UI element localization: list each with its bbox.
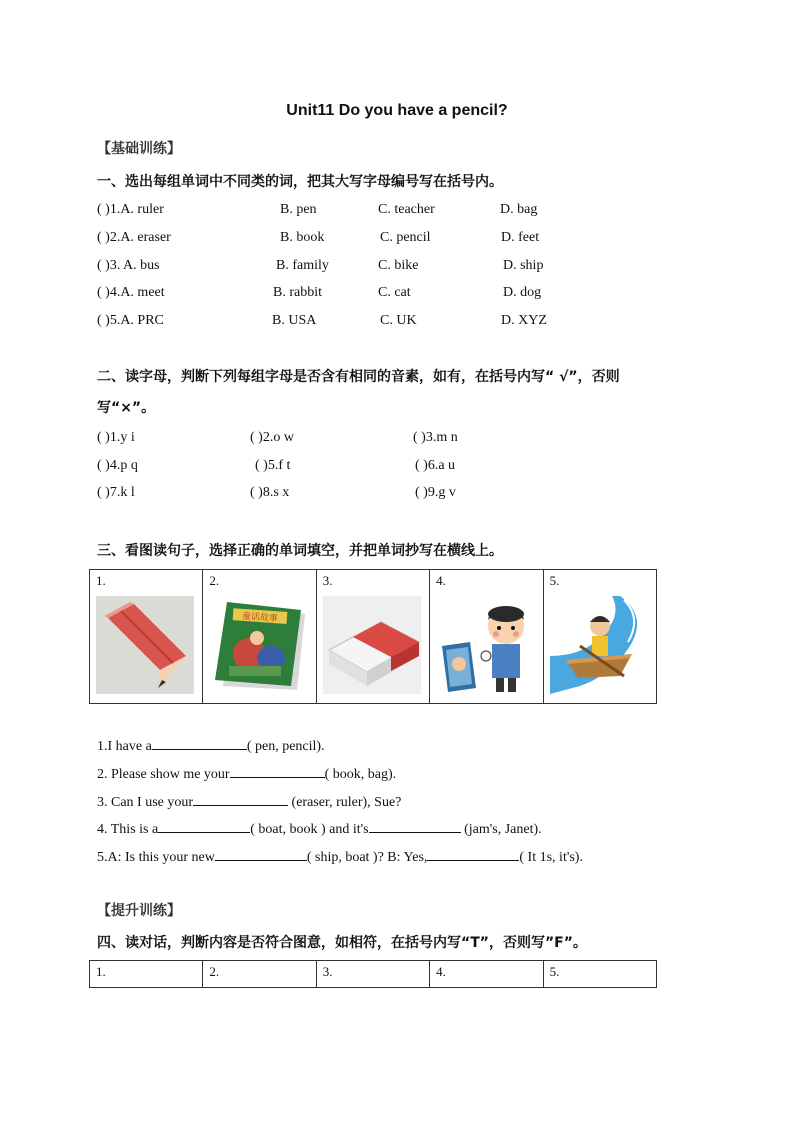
part4-heading: 四、读对话，判断内容是否符合图意，如相符，在括号内写“T”，否则写”F”。 bbox=[97, 935, 587, 951]
eraser-picture bbox=[323, 596, 421, 694]
page-title: Unit11 Do you have a pencil? bbox=[286, 102, 508, 119]
pencil-picture bbox=[96, 596, 194, 694]
answer-blank-5b[interactable] bbox=[427, 846, 519, 861]
part4-cell-2: 2. bbox=[203, 961, 316, 988]
sentence-3-text-a: 3. Can I use your bbox=[97, 795, 194, 810]
boy-in-boat-picture bbox=[550, 596, 648, 694]
picture-cell-number: 2. bbox=[209, 573, 220, 588]
part1-row-3-q: ( )3. A. bus bbox=[97, 258, 160, 273]
part1-row-5-q: ( )5.A. PRC bbox=[97, 313, 164, 328]
picture-cell-number: 4. bbox=[436, 573, 446, 588]
picture-cell-2 bbox=[203, 570, 316, 704]
sentence-1 bbox=[97, 735, 325, 755]
sentence-2 bbox=[97, 763, 396, 783]
part2-item-9: ( )9.g v bbox=[415, 485, 456, 500]
part1-row-3-c: C. bike bbox=[378, 258, 419, 273]
sentence-5 bbox=[97, 846, 583, 866]
picture-cell-number: 5. bbox=[549, 573, 560, 588]
sentence-2-text-b: ( book, bag). bbox=[324, 767, 397, 782]
part2-item-2: ( )2.o w bbox=[250, 430, 294, 445]
answer-blank-1[interactable] bbox=[152, 735, 247, 750]
part1-row-1-q: ( )1.A. ruler bbox=[97, 202, 164, 217]
part1-row-4-q: ( )4.A. meet bbox=[97, 285, 165, 300]
part1-row-5-c: C. UK bbox=[380, 313, 417, 328]
section-tag-advanced: 【提升训练】 bbox=[97, 903, 181, 919]
part2-item-6: ( )6.a u bbox=[415, 458, 456, 473]
part4-cell-1: 1. bbox=[90, 961, 203, 988]
sentence-3-text-b: (eraser, ruler), Sue? bbox=[288, 795, 402, 810]
picture-cell-1 bbox=[90, 570, 203, 704]
sentence-4-text-a: 4. This is a bbox=[97, 822, 159, 837]
part1-row-3-b: B. family bbox=[276, 258, 329, 273]
part1-row-4-b: B. rabbit bbox=[273, 285, 322, 300]
answer-blank-2[interactable] bbox=[230, 763, 325, 778]
part2-heading-line2: 写“×”。 bbox=[97, 400, 156, 416]
sentence-2-text-a: 2. Please show me your bbox=[97, 767, 230, 782]
picture-cell-4 bbox=[430, 570, 543, 704]
picture-table bbox=[89, 569, 657, 704]
sentence-1-text-a: 1.I have a bbox=[97, 739, 152, 754]
part4-cell-5: 5. bbox=[543, 961, 656, 988]
part1-row-2-b: B. book bbox=[280, 230, 325, 245]
part4-table bbox=[89, 960, 657, 988]
part2-item-1: ( )1.y i bbox=[97, 430, 135, 445]
picture-cell-3 bbox=[316, 570, 429, 704]
part2-heading-line1: 二、读字母，判断下列每组字母是否含有相同的音素，如有，在括号内写“ √”，否则 bbox=[97, 369, 620, 385]
sentence-4-text-c: (jam's, Janet). bbox=[460, 822, 542, 837]
part2-item-8: ( )8.s x bbox=[250, 485, 290, 500]
picture-cell-5 bbox=[543, 570, 656, 704]
part2-item-3: ( )3.m n bbox=[413, 430, 458, 445]
answer-blank-5a[interactable] bbox=[215, 846, 307, 861]
part1-row-3-d: D. ship bbox=[503, 258, 544, 273]
part1-row-4-c: C. cat bbox=[378, 285, 411, 300]
part4-cell-4: 4. bbox=[430, 961, 543, 988]
answer-blank-4b[interactable] bbox=[369, 818, 461, 833]
section-tag-basic: 【基础训练】 bbox=[97, 141, 181, 157]
sentence-5-text-a: 5.A: Is this your new bbox=[97, 850, 215, 865]
sentence-1-text-b: ( pen, pencil). bbox=[246, 739, 325, 754]
answer-blank-3[interactable] bbox=[193, 791, 288, 806]
sentence-5-text-b: ( ship, boat )? B: Yes, bbox=[306, 850, 428, 865]
part1-row-4-d: D. dog bbox=[503, 285, 542, 300]
sentence-3 bbox=[97, 791, 401, 811]
book-cover-title: 童话故事 bbox=[241, 611, 279, 625]
part4-cell-3: 3. bbox=[316, 961, 429, 988]
part1-row-2-q: ( )2.A. eraser bbox=[97, 230, 171, 245]
part1-row-5-d: D. XYZ bbox=[501, 313, 547, 328]
part1-row-2-c: C. pencil bbox=[380, 230, 431, 245]
part1-row-2-d: D. feet bbox=[501, 230, 540, 245]
sentence-4-text-b: ( boat, book ) and it's bbox=[250, 822, 369, 837]
part2-item-4: ( )4.p q bbox=[97, 458, 138, 473]
picture-cell-number: 1. bbox=[96, 573, 106, 588]
part1-row-1-c: C. teacher bbox=[378, 202, 435, 217]
sentence-4 bbox=[97, 818, 542, 838]
boy-with-book-picture bbox=[436, 596, 534, 694]
storybook-picture bbox=[209, 596, 307, 694]
answer-blank-4a[interactable] bbox=[158, 818, 250, 833]
part3-heading: 三、看图读句子，选择正确的单词填空，并把单词抄写在横线上。 bbox=[97, 543, 503, 559]
part2-item-7: ( )7.k l bbox=[97, 485, 135, 500]
part1-heading: 一、选出每组单词中不同类的词，把其大写字母编号写在括号内。 bbox=[97, 174, 503, 190]
part1-row-5-b: B. USA bbox=[272, 313, 317, 328]
part2-item-5: ( )5.f t bbox=[255, 458, 291, 473]
part1-row-1-d: D. bag bbox=[500, 202, 538, 217]
part1-row-1-b: B. pen bbox=[280, 202, 317, 217]
sentence-5-text-c: ( It 1s, it's). bbox=[519, 850, 583, 865]
picture-cell-number: 3. bbox=[322, 573, 333, 588]
